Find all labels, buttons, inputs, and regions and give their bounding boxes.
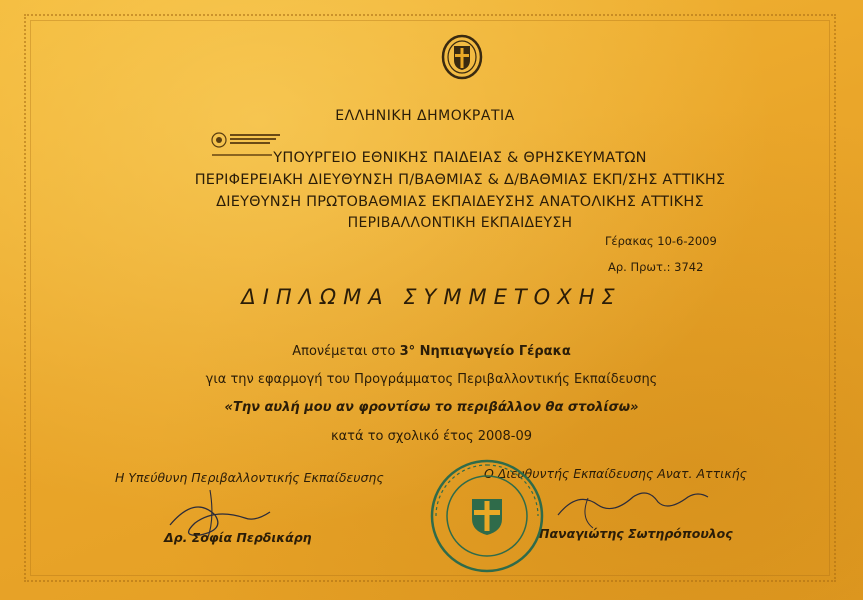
regional-directorate-heading: ΠΕΡΙΦΕΡΕΙΑΚΗ ΔΙΕΥΘΥΝΣΗ Π/ΒΑΘΜΙΑΣ & Δ/ΒΑΘΜΙΑΣ ΕΚΠ/ΣΗΣ ΑΤΤΙΚΗΣ <box>194 172 726 188</box>
protocol-number: Αρ. Πρωτ.: 3742 <box>608 260 704 274</box>
diploma-title: ΔΙΠΛΩΜΑ ΣΥΜΜΕΤΟΧΗΣ <box>241 285 622 309</box>
left-signatory-title: Η Υπεύθυνη Περιβαλλοντικής Εκπαίδευσης <box>115 470 384 485</box>
department-heading: ΠΕΡΙΒΑΛΛΟΝΤΙΚΗ ΕΚΠΑΙΔΕΥΣΗ <box>347 215 573 231</box>
left-signatory-name: Δρ. Σοφία Περδικάρη <box>164 530 312 545</box>
implementation-line: για την εφαρμογή του Προγράμματος Περιβαλλοντικής Εκπαίδευσης <box>205 372 658 387</box>
awarded-prefix: Απονέμεται στο <box>292 344 396 359</box>
right-signatory-name: Παναγιώτης Σωτηρόπουλος <box>539 526 733 541</box>
primary-education-directorate-heading: ΔΙΕΥΘΥΝΣΗ ΠΡΩΤΟΒΑΘΜΙΑΣ ΕΚΠΑΙΔΕΥΣΗΣ ΑΝΑΤΟΛΙΚΗΣ ΑΤΤΙΚΗΣ <box>216 194 704 210</box>
program-name: «Την αυλή μου αν φροντίσω το περιβάλλον θα στολίσω» <box>224 400 639 415</box>
school-year: κατά το σχολικό έτος 2008-09 <box>330 429 533 444</box>
ministry-heading: ΥΠΟΥΡΓΕΙΟ ΕΘΝΙΚΗΣ ΠΑΙΔΕΙΑΣ & ΘΡΗΣΚΕΥΜΑΤΩΝ <box>273 150 647 166</box>
place-date: Γέρακας 10-6-2009 <box>605 234 717 248</box>
right-signatory-title: Ο Διευθυντής Εκπαίδευσης Ανατ. Αττικής <box>484 466 747 481</box>
awarded-line <box>0 344 863 359</box>
greek-coat-of-arms-icon <box>440 34 484 80</box>
republic-heading: ΕΛΛΗΝΙΚΗ ΔΗΜΟΚΡΑΤΙΑ <box>335 108 515 124</box>
official-stamp-icon <box>426 455 548 577</box>
recipient-name: 3° Νηπιαγωγείο Γέρακα <box>399 344 571 359</box>
